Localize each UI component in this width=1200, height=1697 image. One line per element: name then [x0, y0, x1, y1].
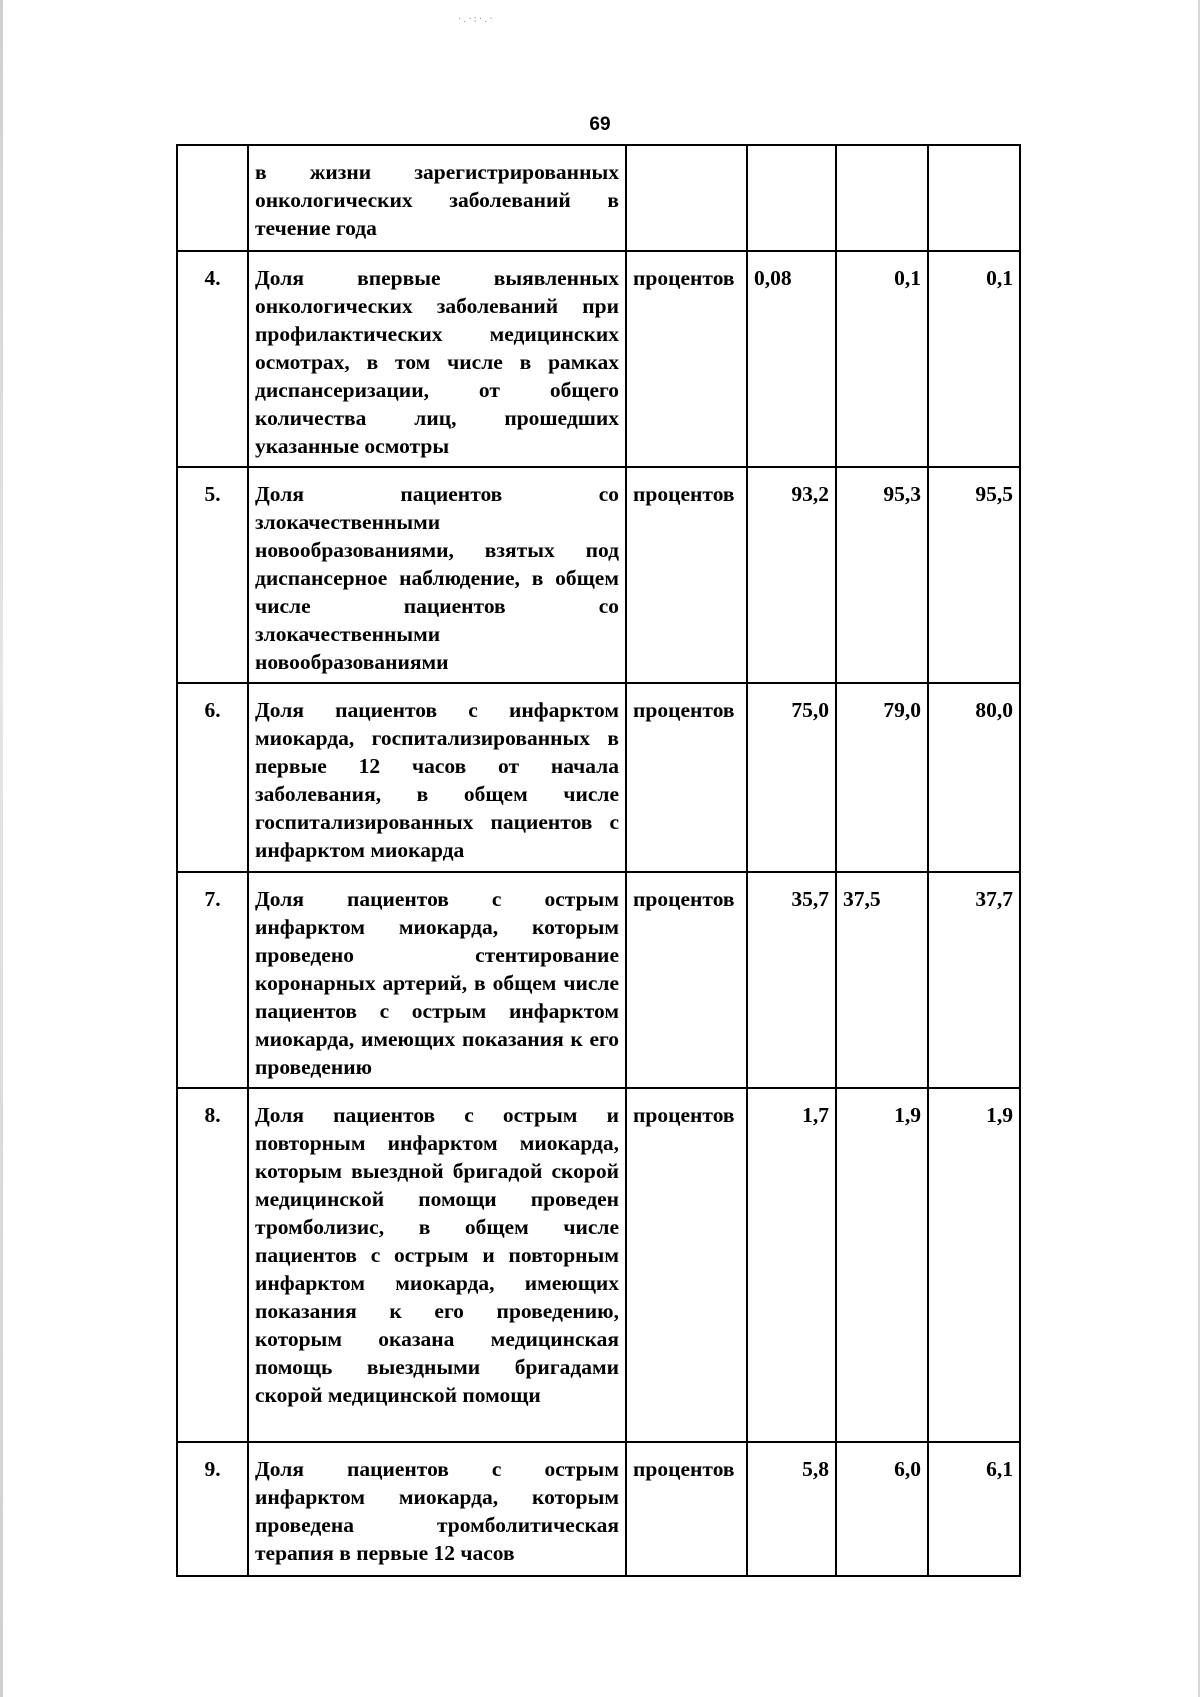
table-row	[177, 1442, 1020, 1576]
table-row	[177, 872, 1020, 1088]
indicator-description: в жизни зарегистрированных онкологических заболеваний в течение года	[248, 145, 626, 251]
indicator-description: Доля пациентов с острым инфарктом миокарда, которым проведено стентирование коронарных артерий, в общем числе пациентов с острым инфарктом миокарда, имеющих показания к его проведению	[248, 872, 626, 1088]
row-number: 8.	[177, 1088, 248, 1442]
unit-cell: процентов	[626, 1442, 747, 1576]
value-cell-3: 95,5	[928, 467, 1020, 683]
page-number: 69	[589, 114, 611, 135]
indicator-description: Доля пациентов с острым и повторным инфарктом миокарда, которым выездной бригадой скорой медицинской помощи проведен тромболизис, в общем числе пациентов с острым и повторным инфарктом миокарда, имеющих показания к его проведению, которым оказана медицинская помощь выездными бригадами скорой медицинской помощи	[248, 1088, 626, 1442]
value-cell-1: 0,08	[747, 251, 836, 467]
indicators-table	[176, 144, 1021, 1577]
indicator-description: Доля пациентов с острым инфарктом миокарда, которым проведена тромболитическая терапия в первые 12 часов	[248, 1442, 626, 1576]
unit-cell: процентов	[626, 683, 747, 872]
value-cell-2: 79,0	[836, 683, 928, 872]
row-number: 5.	[177, 467, 248, 683]
value-cell-1: 75,0	[747, 683, 836, 872]
unit-cell: процентов	[626, 251, 747, 467]
value-cell-2: 37,5	[836, 872, 928, 1088]
unit-cell: процентов	[626, 467, 747, 683]
value-cell-2: 1,9	[836, 1088, 928, 1442]
row-number: 9.	[177, 1442, 248, 1576]
scan-edge-left	[0, 0, 3, 1697]
value-cell-3: 37,7	[928, 872, 1020, 1088]
value-cell-1: 93,2	[747, 467, 836, 683]
unit-cell: процентов	[626, 1088, 747, 1442]
value-cell-3: 80,0	[928, 683, 1020, 872]
value-cell-2: 0,1	[836, 251, 928, 467]
value-cell-3: 1,9	[928, 1088, 1020, 1442]
table-row	[177, 1088, 1020, 1442]
value-cell-1: 35,7	[747, 872, 836, 1088]
value-cell-2: 6,0	[836, 1442, 928, 1576]
indicator-description: Доля пациентов со злокачественными новообразованиями, взятых под диспансерное наблюдение, в общем числе пациентов со злокачественными новообразованиями	[248, 467, 626, 683]
row-number: 6.	[177, 683, 248, 872]
unit-cell	[626, 145, 747, 251]
indicator-description: Доля впервые выявленных онкологических заболеваний при профилактических медицинских осмотрах, в том числе в рамках диспансеризации, от общего количества лиц, прошедших указанные осмотры	[248, 251, 626, 467]
value-cell-2	[836, 145, 928, 251]
unit-cell: процентов	[626, 872, 747, 1088]
value-cell-1	[747, 145, 836, 251]
row-number: 7.	[177, 872, 248, 1088]
value-cell-3: 0,1	[928, 251, 1020, 467]
table-row	[177, 145, 1020, 251]
scan-noise: ·.·:·.·	[458, 14, 495, 25]
value-cell-3: 6,1	[928, 1442, 1020, 1576]
table-row	[177, 467, 1020, 683]
table-row	[177, 251, 1020, 467]
value-cell-1: 1,7	[747, 1088, 836, 1442]
value-cell-2: 95,3	[836, 467, 928, 683]
row-number	[177, 145, 248, 251]
indicator-description: Доля пациентов с инфарктом миокарда, госпитализированных в первые 12 часов от начала заболевания, в общем числе госпитализированных пациентов с инфарктом миокарда	[248, 683, 626, 872]
table-row	[177, 683, 1020, 872]
value-cell-1: 5,8	[747, 1442, 836, 1576]
row-number: 4.	[177, 251, 248, 467]
value-cell-3	[928, 145, 1020, 251]
